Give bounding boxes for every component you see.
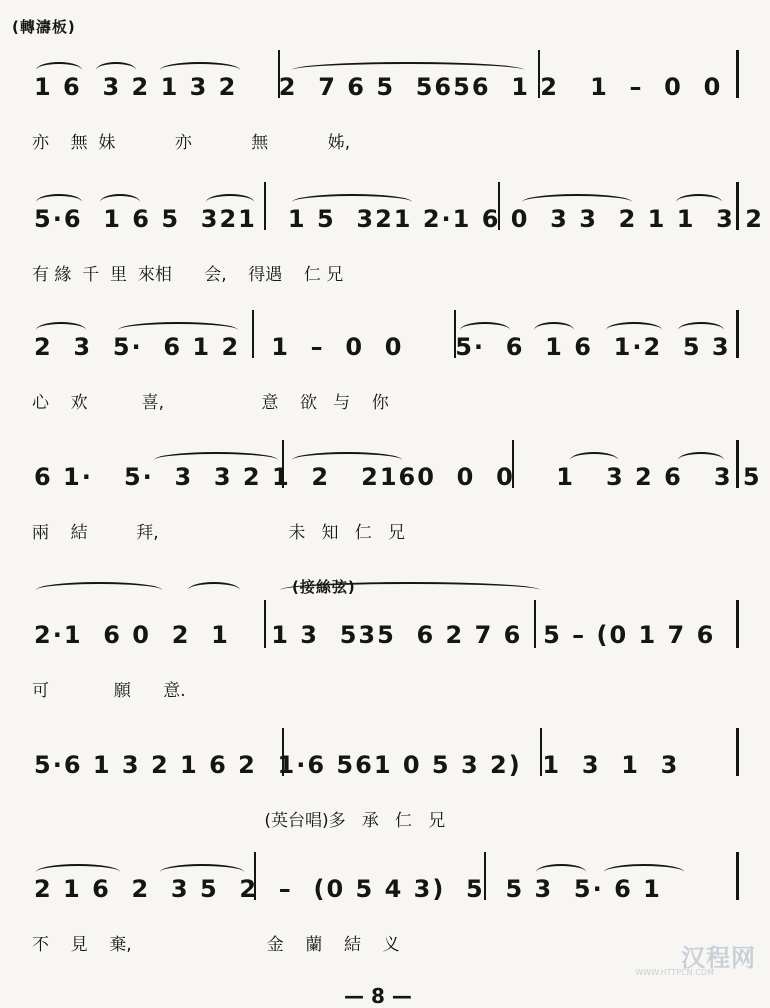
barline bbox=[736, 50, 739, 98]
slur bbox=[36, 582, 162, 598]
watermark-url: WWW.HTTPCN.COM bbox=[635, 968, 714, 977]
score-system-7 bbox=[0, 842, 770, 972]
lyrics-line: (英台唱)多 承 仁 兄 bbox=[32, 811, 446, 831]
lyrics-line: 亦 無 妹 亦 無 姊, bbox=[32, 133, 351, 153]
slur bbox=[280, 582, 540, 598]
score-system-2 bbox=[0, 172, 770, 302]
lyrics-line: 心 欢 喜, 意 欲 与 你 bbox=[32, 393, 389, 413]
lyrics-line: 不 見 棄, 金 蘭 結 义 bbox=[32, 935, 400, 955]
tempo-marking: (轉濤板) bbox=[12, 18, 76, 36]
notation-line: 5·6 1 3 2 1 6 2 1·6 561 0 5 3 2) 1 3 1 3 bbox=[34, 751, 680, 779]
score-system-4 bbox=[0, 430, 770, 560]
notation-line: 2 3 5· 6 1 2 1 – 0 0 5· 6 1 6 1·2 5 3 bbox=[34, 333, 731, 361]
barline bbox=[736, 728, 739, 776]
notation-line: 2 1 6 2 3 5 2 – (0 5 4 3) 5 5 3 5· 6 1 bbox=[34, 875, 662, 903]
notation-line: 2·1 6 0 2 1 1 3 535 6 2 7 6 5 – (0 1 7 6 bbox=[34, 621, 716, 649]
lyrics-line: 兩 結 拜, 未 知 仁 兄 bbox=[32, 523, 405, 543]
score-system-6 bbox=[0, 718, 770, 848]
notation-line: 1 6 3 2 1 3 2 2 7 6 5 5656 1 2 1 – 0 0 bbox=[34, 73, 723, 101]
notation-line: 6 1· 5· 3 3 2 1 2 2160 0 0 1 3 2 6 3 5 bbox=[34, 463, 762, 491]
watermark-logo: 汉程网 bbox=[681, 944, 756, 972]
barline bbox=[736, 600, 739, 648]
lyrics-line: 可 願 意. bbox=[32, 681, 186, 701]
slur bbox=[188, 582, 240, 598]
barline bbox=[736, 310, 739, 358]
notation-line: 5·6 1 6 5 321 1 5 321 2·1 6 0 3 3 2 1 1 3 2 bbox=[34, 205, 764, 233]
score-system-5 bbox=[0, 560, 770, 701]
score-system-1 bbox=[0, 40, 770, 170]
lyrics-line: 有 緣 千 里 來相 会, 得遇 仁 兄 bbox=[32, 265, 344, 285]
barline bbox=[736, 852, 739, 900]
annotation-jie-si-xian: (接絲弦) bbox=[292, 578, 356, 596]
page-number: — 8 — bbox=[344, 984, 412, 1008]
score-system-3 bbox=[0, 300, 770, 430]
